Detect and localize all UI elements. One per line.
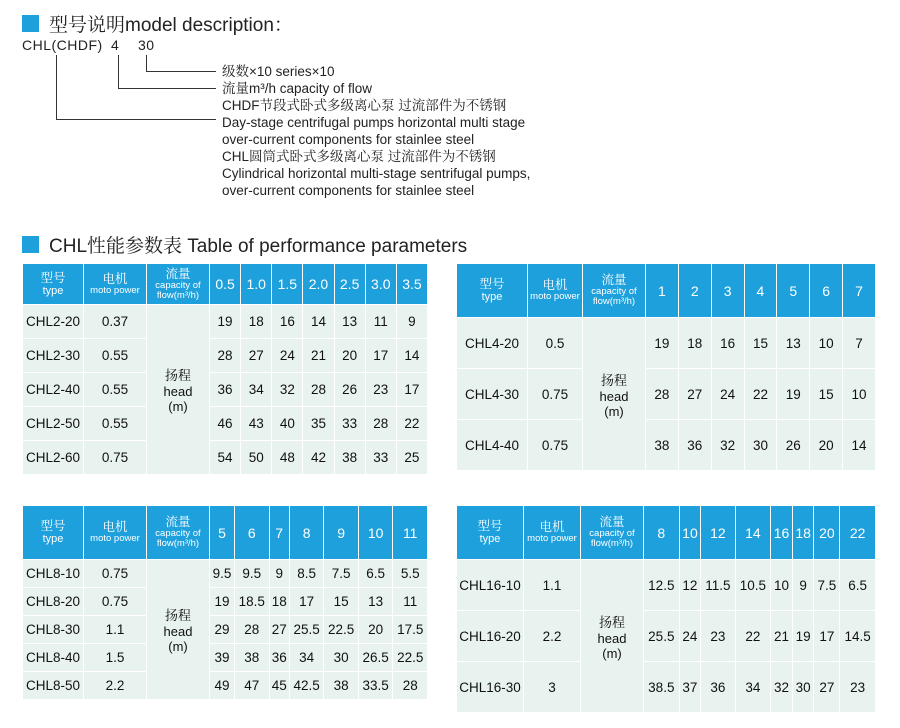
head-value: 32 xyxy=(711,420,744,471)
head-value: 19 xyxy=(210,305,241,339)
head-label-en: head xyxy=(599,388,629,404)
motor-power: 0.75 xyxy=(84,588,147,616)
head-value: 25.5 xyxy=(289,616,324,644)
head-label xyxy=(147,560,210,700)
head-value: 29 xyxy=(210,616,235,644)
model-stages: 30 xyxy=(138,37,155,53)
desc-chdf-en2: over-current components for stainlee steel xyxy=(222,132,475,147)
head-value: 9 xyxy=(396,305,427,339)
head-value: 14 xyxy=(396,339,427,373)
head-value: 17 xyxy=(289,588,324,616)
flow-value: 16 xyxy=(771,506,793,560)
flow-value: 10 xyxy=(358,506,393,560)
motor-power: 0.75 xyxy=(84,560,147,588)
head-value: 18 xyxy=(241,305,272,339)
head-value: 30 xyxy=(744,420,777,471)
motor-power: 0.75 xyxy=(84,441,147,475)
connector-line xyxy=(118,55,119,89)
head-value: 9 xyxy=(792,560,814,611)
table-row xyxy=(23,560,428,588)
header-flow-en2: flow(m³/h) xyxy=(592,296,636,307)
table-row xyxy=(23,339,428,373)
head-value: 22.5 xyxy=(393,644,428,672)
head-label xyxy=(581,560,644,713)
flow-value: 3.0 xyxy=(365,264,396,305)
head-value: 20 xyxy=(358,616,393,644)
model-type: CHL8-50 xyxy=(23,672,84,700)
model-type: CHL4-40 xyxy=(457,420,528,471)
header-type xyxy=(23,506,84,560)
head-value: 22 xyxy=(735,611,771,662)
header-power xyxy=(84,506,147,560)
desc-chl-en1: Cylindrical horizontal multi-stage sentrifugal pumps, xyxy=(222,166,531,181)
head-value: 12.5 xyxy=(644,560,680,611)
model-type: CHL4-20 xyxy=(457,318,528,369)
desc-chl-en2: over-current components for stainlee steel xyxy=(222,183,475,198)
header-power-en: moto power xyxy=(530,291,580,302)
head-value: 21 xyxy=(771,611,793,662)
header-flow-zh: 流量 xyxy=(165,515,191,529)
flow-value: 6 xyxy=(810,264,843,318)
head-value: 21 xyxy=(303,339,334,373)
head-value: 28 xyxy=(210,339,241,373)
header-power-en: moto power xyxy=(90,284,140,296)
head-value: 50 xyxy=(241,441,272,475)
head-value: 46 xyxy=(210,407,241,441)
desc-series: 级数×10 series×10 xyxy=(222,64,335,79)
head-value: 14.5 xyxy=(840,611,876,662)
head-value: 43 xyxy=(241,407,272,441)
head-value: 23 xyxy=(840,662,876,713)
header-flow-en1: capacity of xyxy=(155,279,201,291)
table-row xyxy=(23,672,428,700)
motor-power: 0.75 xyxy=(528,420,583,471)
head-label-en: head xyxy=(163,624,193,639)
head-value: 37 xyxy=(679,662,701,713)
performance-heading xyxy=(22,231,467,258)
head-value: 40 xyxy=(272,407,303,441)
head-label-unit: (m) xyxy=(604,403,624,419)
head-value: 42 xyxy=(303,441,334,475)
header-type-en: type xyxy=(42,284,64,297)
desc-chdf-zh: CHDF节段式卧式多级离心泵 过流部件为不锈钢 xyxy=(222,98,507,113)
connector-line xyxy=(118,88,216,89)
connector-line xyxy=(56,119,216,120)
header-power-zh: 电机 xyxy=(102,520,128,534)
table-row xyxy=(457,369,876,420)
head-value: 6.5 xyxy=(840,560,876,611)
model-type: CHL2-50 xyxy=(23,407,84,441)
head-value: 28 xyxy=(646,369,679,420)
flow-value: 4 xyxy=(744,264,777,318)
header-type xyxy=(457,506,524,560)
flow-value: 9 xyxy=(324,506,359,560)
head-value: 17 xyxy=(365,339,396,373)
motor-power: 0.75 xyxy=(528,369,583,420)
model-type: CHL16-30 xyxy=(457,662,524,713)
head-label-unit: (m) xyxy=(602,645,622,661)
head-value: 13 xyxy=(358,588,393,616)
table-row xyxy=(23,441,428,475)
head-value: 38.5 xyxy=(644,662,680,713)
model-flow: 4 xyxy=(111,37,120,53)
head-value: 35 xyxy=(303,407,334,441)
table-row xyxy=(23,407,428,441)
head-value: 19 xyxy=(777,369,810,420)
header-power xyxy=(524,506,581,560)
table-row xyxy=(23,644,428,672)
head-value: 19 xyxy=(646,318,679,369)
head-value: 42.5 xyxy=(289,672,324,700)
header-flow-en1: capacity of xyxy=(155,528,201,539)
head-label-unit: (m) xyxy=(168,399,188,414)
head-value: 5.5 xyxy=(393,560,428,588)
head-label-en: head xyxy=(163,384,193,399)
model-type: CHL8-10 xyxy=(23,560,84,588)
head-value: 17 xyxy=(814,611,840,662)
flow-value: 1.5 xyxy=(272,264,303,305)
head-value: 16 xyxy=(711,318,744,369)
head-value: 10 xyxy=(810,318,843,369)
head-value: 7.5 xyxy=(814,560,840,611)
head-label-zh: 扬程 xyxy=(600,372,627,388)
model-type: CHL16-20 xyxy=(457,611,524,662)
model-type: CHL2-40 xyxy=(23,373,84,407)
flow-value: 11 xyxy=(393,506,428,560)
head-value: 28 xyxy=(235,616,270,644)
head-label-en: head xyxy=(597,630,627,646)
blue-square-icon xyxy=(22,236,39,253)
head-value: 36 xyxy=(269,644,289,672)
head-value: 15 xyxy=(810,369,843,420)
header-type-en: type xyxy=(479,533,501,545)
model-description-heading xyxy=(22,10,293,37)
header-power-zh: 电机 xyxy=(102,271,128,286)
head-label xyxy=(583,318,646,471)
model-type: CHL2-20 xyxy=(23,305,84,339)
head-label-unit: (m) xyxy=(168,639,188,654)
flow-value: 20 xyxy=(814,506,840,560)
head-value: 24 xyxy=(711,369,744,420)
head-value: 10 xyxy=(843,369,876,420)
header-type xyxy=(457,264,528,318)
flow-value: 5 xyxy=(210,506,235,560)
header-type-zh: 型号 xyxy=(479,277,505,291)
head-value: 9 xyxy=(269,560,289,588)
head-value: 6.5 xyxy=(358,560,393,588)
model-description-title: 型号说明model description： xyxy=(49,15,293,36)
head-value: 17.5 xyxy=(393,616,428,644)
model-type: CHL8-30 xyxy=(23,616,84,644)
header-flow-en2: flow(m³/h) xyxy=(156,289,200,301)
head-value: 36 xyxy=(701,662,735,713)
flow-value: 14 xyxy=(735,506,771,560)
head-value: 27 xyxy=(814,662,840,713)
blue-square-icon xyxy=(22,15,39,32)
header-flow-en2: flow(m³/h) xyxy=(156,538,200,549)
connector-line xyxy=(146,71,216,72)
head-value: 24 xyxy=(272,339,303,373)
head-value: 26 xyxy=(777,420,810,471)
flow-value: 2.0 xyxy=(303,264,334,305)
table-row xyxy=(23,305,428,339)
head-value: 9.5 xyxy=(210,560,235,588)
desc-flow: 流量m³/h capacity of flow xyxy=(222,81,373,96)
head-value: 27 xyxy=(678,369,711,420)
motor-power: 0.55 xyxy=(84,339,147,373)
header-power-en: moto power xyxy=(90,533,140,544)
table-row xyxy=(457,662,876,713)
motor-power: 0.55 xyxy=(84,407,147,441)
flow-value: 5 xyxy=(777,264,810,318)
head-value: 45 xyxy=(269,672,289,700)
head-value: 18 xyxy=(678,318,711,369)
head-value: 34 xyxy=(241,373,272,407)
head-value: 32 xyxy=(771,662,793,713)
header-type-en: type xyxy=(481,291,503,303)
model-type: CHL2-30 xyxy=(23,339,84,373)
header-flow-zh: 流量 xyxy=(599,515,625,529)
flow-value: 6 xyxy=(235,506,270,560)
header-power xyxy=(528,264,583,318)
head-value: 26 xyxy=(334,373,365,407)
head-value: 22 xyxy=(744,369,777,420)
head-value: 13 xyxy=(777,318,810,369)
flow-value: 2 xyxy=(678,264,711,318)
header-flow-zh: 流量 xyxy=(165,266,191,281)
head-value: 12 xyxy=(679,560,701,611)
connector-line xyxy=(56,55,57,120)
performance-table-chl4 xyxy=(456,263,876,471)
head-value: 38 xyxy=(324,672,359,700)
head-value: 27 xyxy=(241,339,272,373)
model-type: CHL2-60 xyxy=(23,441,84,475)
flow-value: 8 xyxy=(644,506,680,560)
head-value: 11 xyxy=(365,305,396,339)
head-value: 7.5 xyxy=(324,560,359,588)
head-value: 15 xyxy=(744,318,777,369)
header-type xyxy=(23,264,84,305)
motor-power: 3 xyxy=(524,662,581,713)
model-type: CHL8-40 xyxy=(23,644,84,672)
head-value: 26.5 xyxy=(358,644,393,672)
flow-value: 7 xyxy=(843,264,876,318)
head-value: 47 xyxy=(235,672,270,700)
head-value: 27 xyxy=(269,616,289,644)
head-value: 13 xyxy=(334,305,365,339)
desc-chdf-en1: Day-stage centrifugal pumps horizontal multi stage xyxy=(222,115,526,130)
header-power xyxy=(84,264,147,305)
table-row xyxy=(457,318,876,369)
performance-title: CHL性能参数表 Table of performance parameters xyxy=(49,236,468,257)
motor-power: 0.5 xyxy=(528,318,583,369)
model-type: CHL8-20 xyxy=(23,588,84,616)
flow-value: 12 xyxy=(701,506,735,560)
head-value: 33.5 xyxy=(358,672,393,700)
head-value: 25 xyxy=(396,441,427,475)
head-value: 54 xyxy=(210,441,241,475)
table-row xyxy=(23,373,428,407)
motor-power: 2.2 xyxy=(84,672,147,700)
head-value: 36 xyxy=(210,373,241,407)
head-value: 16 xyxy=(272,305,303,339)
head-value: 10 xyxy=(771,560,793,611)
head-value: 30 xyxy=(324,644,359,672)
head-value: 11 xyxy=(393,588,428,616)
head-label-zh: 扬程 xyxy=(164,368,191,383)
model-type: CHL4-30 xyxy=(457,369,528,420)
motor-power: 2.2 xyxy=(524,611,581,662)
head-value: 14 xyxy=(303,305,334,339)
head-value: 49 xyxy=(210,672,235,700)
head-value: 9.5 xyxy=(235,560,270,588)
head-value: 17 xyxy=(396,373,427,407)
head-value: 28 xyxy=(303,373,334,407)
flow-value: 1 xyxy=(646,264,679,318)
head-value: 15 xyxy=(324,588,359,616)
header-power-zh: 电机 xyxy=(542,278,568,292)
head-value: 33 xyxy=(365,441,396,475)
head-value: 18 xyxy=(269,588,289,616)
head-label-zh: 扬程 xyxy=(598,614,625,630)
header-flow xyxy=(583,264,646,318)
head-value: 23 xyxy=(701,611,735,662)
head-value: 33 xyxy=(334,407,365,441)
header-flow-en1: capacity of xyxy=(591,286,637,297)
desc-chl-zh: CHL圆筒式卧式多级离心泵 过流部件为不锈钢 xyxy=(222,149,496,164)
flow-value: 18 xyxy=(792,506,814,560)
head-value: 38 xyxy=(646,420,679,471)
head-value: 34 xyxy=(289,644,324,672)
head-value: 14 xyxy=(843,420,876,471)
head-value: 20 xyxy=(810,420,843,471)
header-flow-zh: 流量 xyxy=(601,273,627,287)
flow-value: 22 xyxy=(840,506,876,560)
motor-power: 1.1 xyxy=(84,616,147,644)
flow-value: 10 xyxy=(679,506,701,560)
head-label-zh: 扬程 xyxy=(164,608,191,623)
model-prefix: CHL(CHDF) xyxy=(22,37,103,53)
head-value: 32 xyxy=(272,373,303,407)
head-value: 38 xyxy=(334,441,365,475)
head-value: 20 xyxy=(334,339,365,373)
head-value: 25.5 xyxy=(644,611,680,662)
table-row xyxy=(457,560,876,611)
table-row xyxy=(457,611,876,662)
flow-value: 3.5 xyxy=(396,264,427,305)
flow-value: 1.0 xyxy=(241,264,272,305)
connector-line xyxy=(146,55,147,72)
performance-table-chl16 xyxy=(456,505,876,713)
header-flow-en2: flow(m³/h) xyxy=(590,538,634,549)
head-value: 28 xyxy=(365,407,396,441)
performance-table-chl2 xyxy=(22,263,428,475)
head-label xyxy=(147,305,210,475)
header-power-en: moto power xyxy=(527,533,577,544)
header-flow xyxy=(147,264,210,305)
head-value: 34 xyxy=(735,662,771,713)
head-value: 24 xyxy=(679,611,701,662)
head-value: 22.5 xyxy=(324,616,359,644)
head-value: 22 xyxy=(396,407,427,441)
flow-value: 0.5 xyxy=(210,264,241,305)
motor-power: 0.55 xyxy=(84,373,147,407)
flow-value: 8 xyxy=(289,506,324,560)
motor-power: 0.37 xyxy=(84,305,147,339)
flow-value: 3 xyxy=(711,264,744,318)
head-value: 39 xyxy=(210,644,235,672)
head-value: 28 xyxy=(393,672,428,700)
table-row xyxy=(457,420,876,471)
header-flow-en1: capacity of xyxy=(589,528,635,539)
head-value: 36 xyxy=(678,420,711,471)
header-type-zh: 型号 xyxy=(40,270,66,285)
motor-power: 1.1 xyxy=(524,560,581,611)
model-type: CHL16-10 xyxy=(457,560,524,611)
flow-value: 7 xyxy=(269,506,289,560)
head-value: 7 xyxy=(843,318,876,369)
head-value: 18.5 xyxy=(235,588,270,616)
table-row xyxy=(23,616,428,644)
motor-power: 1.5 xyxy=(84,644,147,672)
header-flow xyxy=(147,506,210,560)
head-value: 8.5 xyxy=(289,560,324,588)
performance-table-chl8 xyxy=(22,505,428,700)
head-value: 48 xyxy=(272,441,303,475)
header-power-zh: 电机 xyxy=(539,520,565,534)
header-type-zh: 型号 xyxy=(40,519,66,533)
header-type-en: type xyxy=(42,533,64,545)
head-value: 19 xyxy=(210,588,235,616)
header-type-zh: 型号 xyxy=(477,519,503,533)
head-value: 19 xyxy=(792,611,814,662)
head-value: 10.5 xyxy=(735,560,771,611)
head-value: 11.5 xyxy=(701,560,735,611)
head-value: 23 xyxy=(365,373,396,407)
table-row xyxy=(23,588,428,616)
head-value: 30 xyxy=(792,662,814,713)
flow-value: 2.5 xyxy=(334,264,365,305)
header-flow xyxy=(581,506,644,560)
head-value: 38 xyxy=(235,644,270,672)
